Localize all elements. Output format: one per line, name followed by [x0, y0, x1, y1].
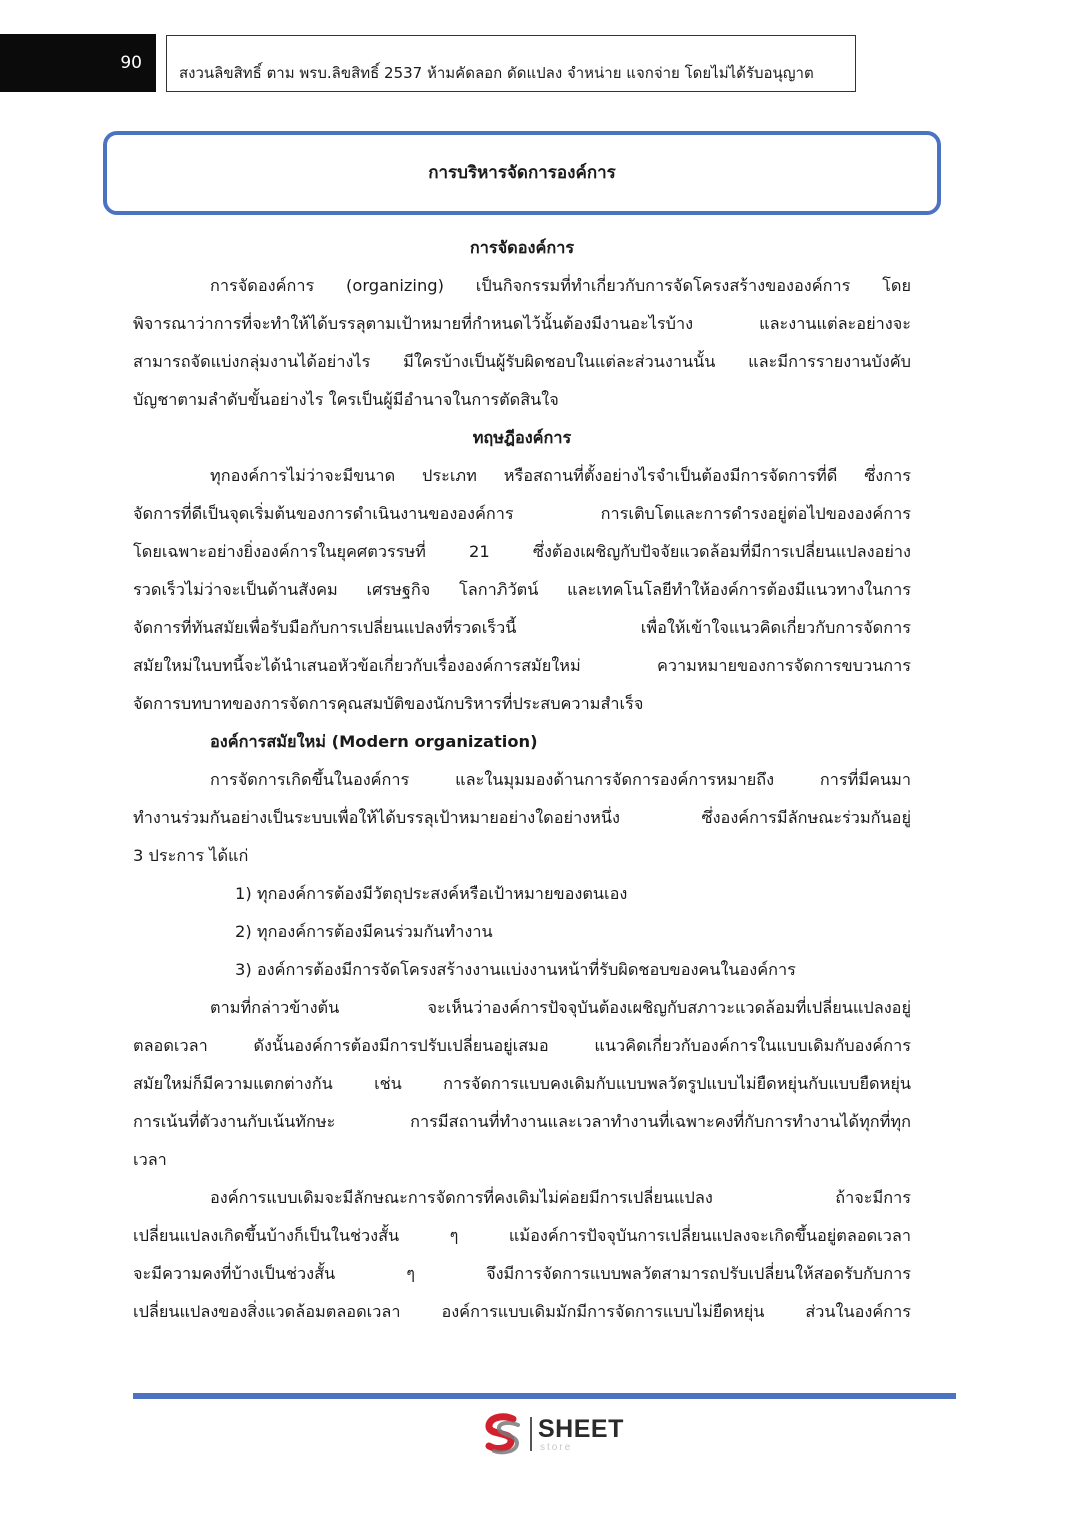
page-number: 90 — [0, 34, 156, 92]
logo-subtext: store — [540, 1442, 573, 1453]
logo-text: SHEET — [538, 1415, 624, 1443]
list-item: 1) ทุกองค์การต้องมีวัตถุประสงค์หรือเป้าหมายของตนเอง — [235, 884, 628, 903]
paragraph-line: สมัยใหม่ในบทนี้จะได้นำเสนอหัวข้อเกี่ยวกับเรื่ององค์การสมัยใหม่ ความหมายของการจัดการขบวนการ — [133, 656, 911, 675]
paragraph-line: จะมีความคงที่บ้างเป็นช่วงสั้น ๆ จึงมีการจัดการแบบพลวัตสามารถปรับเปลี่ยนให้สอดรับกับการ — [133, 1264, 911, 1283]
chapter-title: การบริหารจัดการองค์การ — [103, 131, 941, 215]
paragraph-line: โดยเฉพาะอย่างยิ่งองค์การในยุคศตวรรษที่ 21 ซึ่งต้องเผชิญกับปัจจัยแวดล้อมที่มีการเปลี่ยนแปลงอย่าง — [133, 542, 911, 561]
section-heading-modern: องค์การสมัยใหม่ (Modern organization) — [210, 732, 538, 751]
paragraph-line: การเน้นที่ตัวงานกับเน้นทักษะ การมีสถานที่ทำงานและเวลาทำงานที่เฉพาะคงที่กับการทำงานได้ทุกที่ทุก — [133, 1112, 911, 1131]
paragraph-line: พิจารณาว่าการที่จะทำให้ได้บรรลุตามเป้าหมายที่กำหนดไว้นั้นต้องมีงานอะไรบ้าง และงานแต่ละอย่างจะ — [133, 314, 911, 333]
paragraph-line: บัญชาตามลำดับขั้นอย่างไร ใครเป็นผู้มีอำนาจในการตัดสินใจ — [133, 390, 559, 409]
paragraph-line: ตลอดเวลา ดังนั้นองค์การต้องมีการปรับเปลี่ยนอยู่เสมอ แนวคิดเกี่ยวกับองค์การในแบบเดิมกับองค์การ — [133, 1036, 911, 1055]
document-body — [133, 229, 911, 1331]
paragraph-line: 3 ประการ ได้แก่ — [133, 846, 249, 865]
paragraph-line: การจัดการเกิดขึ้นในองค์การ และในมุมมองด้านการจัดการองค์การหมายถึง การที่มีคนมา — [210, 770, 911, 789]
sheet-store-logo — [480, 1411, 630, 1457]
paragraph-line: เปลี่ยนแปลงของสิ่งแวดล้อมตลอดเวลา องค์การแบบเดิมมักมีการจัดการแบบไม่ยืดหยุ่น ส่วนในองค์การ — [133, 1302, 911, 1321]
paragraph-line: เปลี่ยนแปลงเกิดขึ้นบ้างก็เป็นในช่วงสั้น ๆ แม้องค์การปัจจุบันการเปลี่ยนแปลงจะเกิดขึ้นอยู่ตลอดเวลา — [133, 1226, 911, 1245]
paragraph-line: รวดเร็วไม่ว่าจะเป็นด้านสังคม เศรษฐกิจ โลกาภิวัตน์ และเทคโนโลยีทำให้องค์การต้องมีแนวทางในการ — [133, 580, 911, 599]
paragraph-line: ทำงานร่วมกันอย่างเป็นระบบเพื่อให้ได้บรรลุเป้าหมายอย่างใดอย่างหนึ่ง ซึ่งองค์การมีลักษณะร่วมกันอยู่ — [133, 808, 911, 827]
paragraph-line: ทุกองค์การไม่ว่าจะมีขนาด ประเภท หรือสถานที่ตั้งอย่างไรจำเป็นต้องมีการจัดการที่ดี ซึ่งการ — [210, 466, 911, 485]
paragraph-line: จัดการที่ดีเป็นจุดเริ่มต้นของการดำเนินงานขององค์การ การเติบโตและการดำรงอยู่ต่อไปขององค์การ — [133, 504, 911, 523]
footer-divider — [133, 1393, 956, 1399]
paragraph-line: สามารถจัดแบ่งกลุ่มงานได้อย่างไร มีใครบ้างเป็นผู้รับผิดชอบในแต่ละส่วนงานนั้น และมีการรายงานบังคับ — [133, 352, 911, 371]
paragraph-line: สมัยใหม่ก็มีความแตกต่างกัน เช่น การจัดการแบบคงเดิมกับแบบพลวัตรูปแบบไม่ยืดหยุ่นกับแบบยืดหยุ่น — [133, 1074, 911, 1093]
section-heading-organizing: การจัดองค์การ — [469, 238, 575, 257]
list-item: 2) ทุกองค์การต้องมีคนร่วมกันทำงาน — [235, 922, 493, 941]
copyright-notice: สงวนลิขสิทธิ์ ตาม พรบ.ลิขสิทธิ์ 2537 ห้ามคัดลอก ดัดแปลง จำหน่าย แจกจ่าย โดยไม่ได้รับอนุญาต — [166, 35, 856, 92]
paragraph-line: จัดการที่ทันสมัยเพื่อรับมือกับการเปลี่ยนแปลงที่รวดเร็วนี้ เพื่อให้เข้าใจแนวคิดเกี่ยวกับการจัดการ — [133, 618, 911, 637]
paragraph-line: องค์การแบบเดิมจะมีลักษณะการจัดการที่คงเดิมไม่ค่อยมีการเปลี่ยนแปลง ถ้าจะมีการ — [210, 1188, 911, 1207]
section-heading-theory: ทฤษฎีองค์การ — [472, 428, 572, 447]
paragraph-line: การจัดองค์การ (organizing) เป็นกิจกรรมที่ทำเกี่ยวกับการจัดโครงสร้างขององค์การ โดย — [210, 276, 911, 295]
paragraph-line: เวลา — [133, 1150, 167, 1169]
list-item: 3) องค์การต้องมีการจัดโครงสร้างงานแบ่งงานหน้าที่รับผิดชอบของคนในองค์การ — [235, 960, 796, 979]
logo-separator — [530, 1417, 532, 1451]
paragraph-line: จัดการบทบาทของการจัดการคุณสมบัติของนักบริหารที่ประสบความสำเร็จ — [133, 694, 644, 713]
sheet-store-logo-icon — [480, 1411, 526, 1457]
paragraph-line: ตามที่กล่าวข้างต้น จะเห็นว่าองค์การปัจจุบันต้องเผชิญกับสภาวะแวดล้อมที่เปลี่ยนแปลงอยู่ — [210, 998, 911, 1017]
